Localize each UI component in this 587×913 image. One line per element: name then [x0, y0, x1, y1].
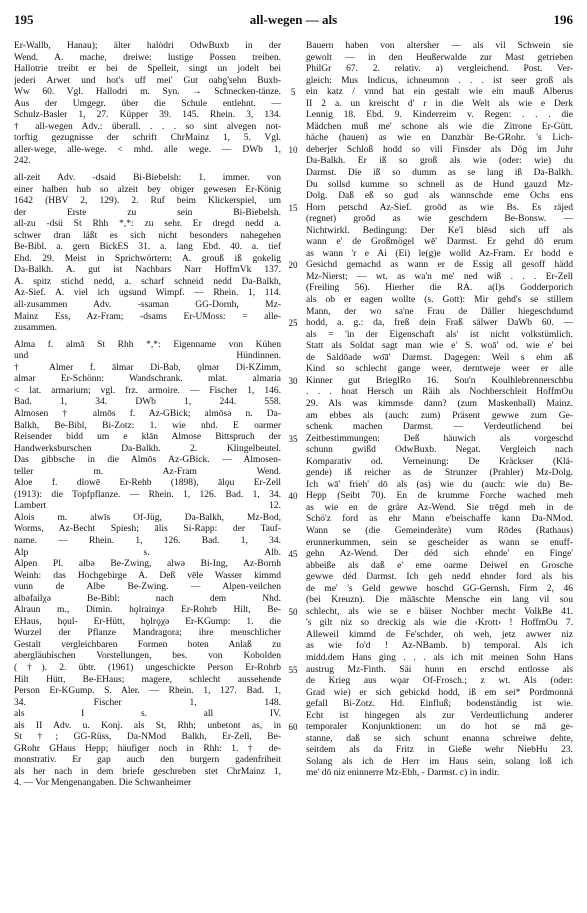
text-line: all-zu -dsü St Rhh *,*: zu sehr. Er dregd nedd a.	[14, 219, 281, 230]
text-line: as wie en de gräre Az-Wend. Sie trēgd meh in de	[306, 502, 573, 513]
line-number: 20	[288, 260, 298, 271]
text-line: (bei Kreuzn). Die mäāschte Mensche ein lang vil sou	[306, 595, 573, 606]
text-line: ein katz / vnnd hat ein gestalt wie ein mauß Alberus	[306, 87, 573, 98]
text-line: torftig gezugnisse der schrift ChrMainz 1, 5. Vgl.	[14, 133, 281, 144]
line-number: 5	[290, 87, 296, 98]
text-line: 34. Fischer 1, 148.	[14, 697, 281, 708]
text-line: Gesichd gemachd as wann er de Essig all gesoff hädd	[306, 260, 573, 271]
text-line: Kinner gut BrieglRo 16. Sou'n Koulhlebrennerschbu	[306, 375, 573, 386]
text-line: Zeitbestimmungen: Deß häuwich als vorgeschd	[306, 433, 573, 444]
text-line: II 2 a. un kreischt d' r in die Welt als wie e Derk	[306, 98, 573, 109]
text-line: Schö'z ford as ehr Mann e'beischaffe kann Da-NMod.	[306, 514, 573, 525]
text-line: Schulz-Basler 1, 27. Küpper 39. 145. Rhein. 3, 134.	[14, 110, 281, 121]
text-line: as wann 'r e Äi (Ei) le(g)e wolld Az-Fram. Er hodd e	[306, 248, 573, 259]
text-line: Wurzel der Pflanze Mandragora; ihre menschlicher	[14, 628, 281, 639]
text-line: häche (hauen) as wie en Danzbär Be-GRohr. 's Lich-	[306, 133, 573, 144]
text-line: albəfailχə Be-Bibl: nach dem Nhd.	[14, 593, 281, 604]
text-line: Hallotrie treibt er bei de Spelleit, singt un jodelt bei	[14, 64, 281, 75]
text-line: Statt als Soldat sagt man wie e' S. woā' od. wie e' bei	[306, 341, 573, 352]
running-headword: all-wegen — als	[249, 12, 338, 27]
text-line: Mz-Nierst; — wt. as wa'n me' ned wiß . . . Er-Zell	[306, 271, 573, 282]
text-line: seitdem als da Fritz in Gieße wehr NiebHu 23.	[306, 745, 573, 756]
text-line: Alraun m., Dimin. hǫlrainχə Er-Rohrb Hilt, Be-	[14, 605, 281, 616]
line-number: 55	[288, 664, 298, 675]
text-line: (Freiling 56). Hierher die RA. a(l)s Godderporich	[306, 283, 573, 294]
text-line: Alpen Pl. albə Be-Zwing, alwə Bi-Ing, Az-Bornh	[14, 559, 281, 570]
text-line: gleich: Mus Indicus, ichneumon . . . ist seer groß als	[306, 75, 573, 86]
text-line: Reisender bidd um e klān Almose Bittspruch der	[14, 432, 281, 443]
text-line: erunnerkummen, sein se gescheider as wann se enuff-	[306, 537, 573, 548]
text-line: Solang als ich de Herr im Haus sein, solang loß ich	[306, 756, 573, 767]
text-line: Be-Bibl. a. gern BickES 31. a. lang Ebd. 40. a. tief	[14, 242, 281, 253]
line-number: 40	[288, 491, 298, 502]
text-line: teller m. Az-Fram Wend.	[14, 466, 281, 477]
text-line: midd.dem Hans ging . . . als ich mit meinen Sohn Hans	[306, 652, 573, 663]
text-line: Alma f. almā St Rhh *,*: Eigenname von Kühen	[14, 339, 281, 350]
text-line: abergläubischen Vorstellungen, bes. von Kobolden	[14, 651, 281, 662]
text-line: Dolg. Daß eß so gud als wannschde eme Ochs ens	[306, 191, 573, 202]
text-line: Hepp (Seibt 70). En de krumme Forche wached meh	[306, 491, 573, 502]
text-line: zusammen.	[14, 323, 58, 334]
text-line: als = 'in der Eigenschaft als' ist nicht volkstümlich.	[306, 329, 573, 340]
text-line: all-zusammen Adv. -ssaman GG-Dornh, Mz-	[14, 300, 281, 311]
text-line: (†). 2. übtr. (1961) ungeschickte Person Er-Rohrb	[14, 662, 281, 673]
text-line: me' dō niz eninnerre Mz-Ebh, - Darmst. c) in indir.	[306, 768, 500, 779]
text-line: gewwe déd Darmst. Ich geh nedd ehnder ford als bis	[306, 572, 573, 583]
text-line: und Hündinnen.	[14, 351, 281, 362]
text-line: schwer dran läßt es sich nicht besonders nahegehen	[14, 230, 281, 241]
text-line: all-zeit Adv. -dsaid Bi-Biebelsh: 1. immer. von	[14, 173, 281, 184]
text-line: Az-Sief. A. viel ich ugsund Wimpf. — Rhein. 1, 114.	[14, 288, 281, 299]
text-line: stanne, daß se sich schunt enanna schreiwe dehte,	[306, 733, 573, 744]
text-line: as wie fo'd ! Az-NBamb. b) temporal. Als ich	[306, 641, 573, 652]
text-line: Alois m. alwīs Of-Jüg, Da-Balkh, Mz-Bod,	[14, 512, 281, 523]
text-line: aller-wege, alle-wege. < mhd. alle wege. — DWb 1,	[14, 144, 281, 155]
text-line: austrug Mz-Finth. Säi hunn en erschd entlosse als	[306, 664, 573, 675]
text-line: Echt ist hingegen als zur Verdeutlichung anderer	[306, 710, 573, 721]
line-number: 60	[288, 722, 298, 733]
text-line: Wend. A. mache, dreiwe: lustige Possen treiben.	[14, 52, 281, 63]
left-column	[14, 41, 281, 790]
text-line: < lat. armarium; vgl. frz. armoire. — Fischer 1, 146.	[14, 385, 281, 396]
text-line: gefall Bi-Zotz. Hd. Einfluß; bodenständig ist wie.	[306, 699, 573, 710]
text-line: Aus der Umgegr. über die Schule entlehnt. —	[14, 98, 281, 109]
text-line: Grad wie) er sich gebickd hodd, iß em sei* Pordmonnä	[306, 687, 573, 698]
text-line: als II Adv. u. Konj. als St, Rhh; unbetont as, in	[14, 720, 281, 731]
text-line: Du sollsd kumme so schnell as de Hund gauzd Mz-	[306, 179, 573, 190]
text-line: Bad. 1, 34. DWb 1, 244. 558.	[14, 397, 281, 408]
text-line: 242.	[14, 156, 31, 167]
text-line: gende) iß reicher as de Strunzer (Prahler) Mz-Dolg.	[306, 468, 573, 479]
text-line: schenk machen Darmst. — Verdeutlichend bei	[306, 422, 573, 433]
text-line: wann e' de Großmögel wē' Darmst. Er gehd dō erum	[306, 237, 573, 248]
text-line: 4. — Vor Mengenangaben. Die Schwanheimer	[14, 778, 192, 789]
page-number-left: 195	[14, 12, 34, 27]
text-line: jederi Ärwet und hot's uff mei' Gut oabg'sehn Buxb-	[14, 75, 281, 86]
text-line: schunn gwißd OdwBuxb. Negat. Vergleich nach	[306, 445, 573, 456]
text-line: als I s. all IV.	[14, 709, 281, 720]
text-line: monstrativ. Er gap auch den burgern gadenfriheit	[14, 755, 281, 766]
text-line: der Erste zu sein Bi-Biebelsh.	[14, 207, 281, 218]
text-line: temporaler Konjunktionen: un do hot se mā ge-	[306, 722, 573, 733]
text-line: Mann, der wo sa'ne Frau de Däller hiegeschdumd	[306, 306, 573, 317]
text-line: gewolt — in den Heußerwalde zur Mast getrieben	[306, 52, 573, 63]
line-number: 35	[288, 433, 298, 444]
text-line: † Almer f. ālmər Di-Bab, ǫlmər Di-KZimm,	[14, 362, 281, 373]
text-line: Worms, Az-Becht Spiesh; ālis Si-Rapp: der Tauf-	[14, 524, 281, 535]
text-line: GRohr GHaus Hepp; häufiger noch in Rhh: 1. † de-	[14, 743, 281, 754]
text-line: als her nach in dem briefe geschreben stet ChrMainz 1,	[14, 766, 281, 777]
text-line: Das gibbsche in die Almōs Az-GBick. — Almosen-	[14, 455, 281, 466]
text-line: Hilt Hütt, Be-EHaus; magere, schlecht aussehende	[14, 674, 281, 685]
text-line: Alp s. Alb.	[14, 547, 281, 558]
text-line: Nichtwirkl. Bedingung: Der Ke'l blēsd sich uff als	[306, 225, 573, 236]
line-number: 25	[288, 318, 298, 329]
text-line: 's gilt niz so dreckig als wie die ‹Krott› ! HoffmOu 7.	[306, 618, 573, 629]
text-line: als ob er eagen wollte (s. Gott): Mir gehd's se stillem	[306, 295, 573, 306]
text-line: Darmst. Die iß so dumm as se lang iß Da-Balkh.	[306, 168, 573, 179]
text-line: de me' 's Geld gewwe hoschd GG-Gernsh. Firm 2, 46	[306, 583, 573, 594]
text-line: Kind so schlecht gange weer, derntweje weer er alle	[306, 364, 573, 375]
text-line: einer halben hub so alzeit bey obiger gewesen Er-König	[14, 184, 281, 195]
text-line: Weinh: das Hochgebirge A. Deß vēle Wasser kimmd	[14, 570, 281, 581]
text-line: Wann se (die Gemeinderäte) vum Rōdes (Rathaus)	[306, 525, 573, 536]
text-line: . . . hoat Hersch un Räih als Nochberschleit HoffmOu	[306, 387, 573, 398]
text-line: Ww 60. Vgl. Hallodri m. Syn. → Schnecken-tänze.	[14, 87, 281, 98]
text-line: † all-wegen Adv.: überall. . . . so sint alvegen not-	[14, 121, 281, 132]
text-line: (1913): die Topfpflanze. — Rhein. 1, 126. Bad. 1, 34.	[14, 489, 281, 500]
text-line: am ebbes als (auch: zum) Präsent gewwe zum Ge-	[306, 410, 573, 421]
text-line: Alleweil kimmd de Fe'schder, oh weh, jetz awwer niz	[306, 629, 573, 640]
text-line: deberjer Schloß hodd so vill Finsder als Dög im Juhr	[306, 144, 573, 155]
text-line: Da-Balkh. Er iß so groß als wie (oder: wie) du	[306, 156, 573, 167]
text-line: de Krieg aus wǫar Of-Frosch.; z wt. Als (oder:	[306, 676, 573, 687]
line-number: 45	[288, 549, 298, 560]
text-line: Ich wā' frieh' dō als (as) wie du (auch: wie du) Be-	[306, 479, 573, 490]
text-line: Da-Balkh. A. gut ist Nachbars Narr HoffmVk 137.	[14, 265, 281, 276]
text-line: St †; GG-Rüss, Da-NMod Balkh, Er-Zell, Be-	[14, 732, 281, 743]
text-line: Aloe f. dlowē Er-Rehb (1898), ālǫu Er-Zell	[14, 478, 281, 489]
text-line: Lennig 18. Ebd. 9. Kinderreim v. Regen: . . . die	[306, 110, 573, 121]
text-line: vunn de Albe Be-Zwing. — Alpen-veilchen	[14, 582, 281, 593]
text-line: gehn Az-Wend. Der déd sich ehnde' en Finge'	[306, 549, 573, 560]
text-line: Bauern haben von altersher — als vil Schwein sie	[306, 41, 573, 51]
text-line: de Saldōade wo͞ā' Darmst. Dagegen: Weil s ehm aß	[306, 352, 573, 363]
text-line: Mainz Ess, Az-Fram; -dsams Er-UMoss: = alle-	[14, 311, 281, 322]
text-line: 29. Als was kimmsde dann? (zum Maskenball) Mainz.	[306, 398, 573, 409]
text-line: Mädchen muß me' schone als wie die Zitrone Er-Gütt.	[306, 121, 573, 132]
text-line: Almosen † almōs f. Az-GBick; almōsə n. Da-	[14, 408, 281, 419]
text-line: (regnet) groōd as wie geschdern Be-Bonsw. —	[306, 214, 573, 225]
text-line: Komparativ od. Verneinung: De Kräckser (Klä-	[306, 456, 573, 467]
text-line: hodd, a. g.: da, freß dein Fraß sälwer DaWb 60. —	[306, 318, 573, 329]
line-number: 30	[288, 375, 298, 386]
text-line: Gestalt vergleichbaren Formen boten Anlaß zu	[14, 639, 281, 650]
right-column	[306, 41, 573, 780]
text-line: Balkh, Be-Bibl, Bi-Zotz: 1. wie nhd. E oarmer	[14, 420, 281, 431]
text-line: EHaus, hǫul- Er-Hütt, hǫlrǫχə Er-KGump: 1. die	[14, 616, 281, 627]
text-line: Lambert 12.	[14, 501, 281, 512]
page-number-right: 196	[553, 12, 573, 27]
text-line: abbeiße als daß e' eme oarme Deiwel en Grosche	[306, 560, 573, 571]
text-line: name. — Rhein. 1, 126. Bad. 1, 34.	[14, 535, 281, 546]
line-number: 10	[288, 144, 298, 155]
text-line: Person Er-KGump. S. Aler. — Rhein. 1, 127. Bad. 1,	[14, 686, 281, 697]
text-line: Handwerksburschen Da-Balkh. 2. Klingelbeutel.	[14, 443, 281, 454]
text-line: Ebd. 29. Meist in Sprichwörtern: A. grouß iß gokelig	[14, 253, 281, 264]
text-line: schlecht, als wie se e bäiser Nochber mecht VolkBe 41.	[306, 606, 573, 617]
line-number: 50	[288, 606, 298, 617]
text-line: Er-Wallb, Hanau); älter halòdri OdwBuxb in der	[14, 41, 281, 51]
text-line: almər Er-Schönn: Wandschrank. mlat. almaria	[14, 374, 281, 385]
text-line: PhilGr 67. 2. relativ. a) vergleichend. Post. Ver-	[306, 64, 573, 75]
page-header	[14, 12, 573, 30]
text-line: Horn petschd Az-Sief. groōd as wie Bs. Es räjed	[306, 202, 573, 213]
text-line: A. spitz stichd nedd, a. scharf schneid nedd Da-Balkh,	[14, 276, 281, 287]
text-line: 1642 (HBV 2, 129). 2. Ruf beim Klickerspiel, um	[14, 196, 281, 207]
line-number: 15	[288, 202, 298, 213]
